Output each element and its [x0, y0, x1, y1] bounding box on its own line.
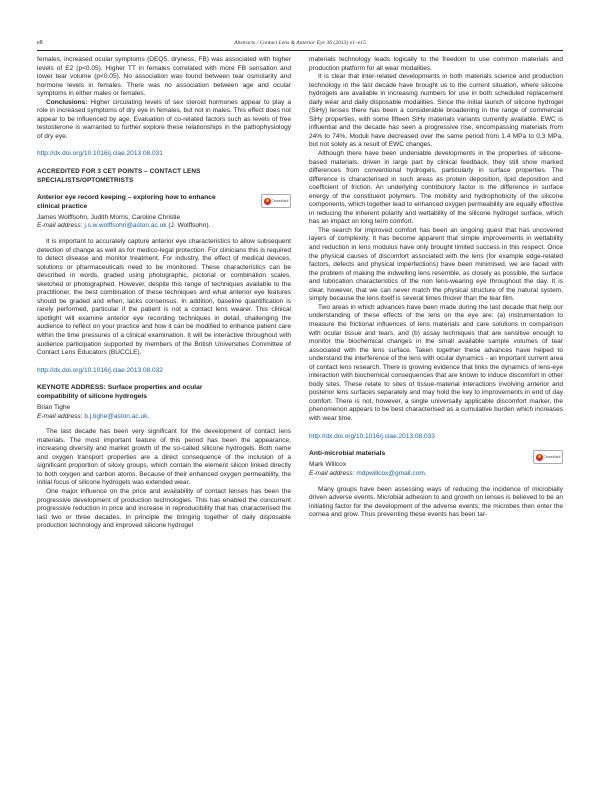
- article-email: [309, 470, 563, 479]
- email-link[interactable]: j.s.w.wolffsohn@aston.ac.uk: [84, 222, 167, 230]
- article-header-keynote: [37, 384, 291, 401]
- article-title: Anterior eye record keeping – exploring how to enhance clinical practice: [37, 194, 216, 210]
- article-email: [37, 222, 291, 231]
- body-paragraph: Two areas in which advances have been made during the last decade that help our understanding of these effects of the lens on the eye are: (a) instrumentation to measure the frictional influences of lens materials and care solutions in comparison with ocular tissue and tears, and (b) assay techniques that are sensitive enough to monitor the biochemical changes in the small available sample volumes of tear associated with the lens surface. Taken together these advances have helped to understand the interference of the lens with ocular dynamics - an important current area of contact lens research. There is growing evidence that links the dynamics of lens-eye interaction with biochemical consequences that are known to induce discomfort in other body sites. These relate to sites of tissue-material interactions involving anterior and posterior lens surfaces separately and may hold the key to improvements in end of day comfort. There is not, however, a single universally applicable discomfort marker, the phenomenon appears to be best characterised as a cumulative burden which increases with wear time.: [309, 303, 564, 422]
- article-body: Many groups have been assessing ways of reducing the incidence of microbially driven adverse events. Microbial adhesion to and growth on lenses is believed to be an initiating factor for the development of the adverse events; the microbes then enter the cornea and grow. Thus preventing these events has been tar-: [309, 485, 563, 519]
- email-link[interactable]: mdpwillcox@gmail.com: [356, 470, 425, 478]
- article-body-paragraph: One major influence on the price and availability of contact lenses has been the progressive development of production technologies. This has enabled the concurrent progressive reduction in price and increase in reproducibility that has characterised the last two or three decades. In principle the bringing together of daily disposable production technology and improved silicone hydrogel: [37, 487, 291, 530]
- doi-link-032[interactable]: http://dx.doi.org/10.1016/j.clae.2013.08.032: [37, 366, 163, 374]
- body-paragraph: The search for improved comfort has been an ongoing quest that has uncovered layers of complexity. It has become apparent that simple improvements in wettability and reduction in lens modulus have only brought limited success in this respect. Once the physical causes of discomfort associated with the lens (for example edge-related factors, defects and physical imperfections) have been minimised, we are faced with the problem of making the indwelling lens resemble, as closely as possible, the surface and lubrication characteristics of the non lens-wearing eye throughout the day. It is clear, however, that we can never match the physical structure of the natural system, simply because the lens itself is several times thicker than the tear film.: [309, 226, 563, 303]
- page-header: [37, 39, 563, 50]
- results-paragraph: females, increased ocular symptoms (DEQ5, dryness, FB) was associated with higher levels of E2 (p<0.05). Higher TT in females correlated with more FB sensation and lower tear volume (p<0.05). No association was found between tear osmolarity and hormone levels in females. There was no association between age and ocular symptoms in either males or females.: [37, 56, 291, 98]
- article-authors: Mark Willcox: [309, 461, 347, 469]
- crossmark-badge[interactable]: [533, 450, 563, 464]
- right-column: [309, 56, 563, 520]
- article-authors: Brian Tighe: [37, 404, 71, 412]
- article-title: KEYNOTE ADDRESS: Surface properties and ocular compatibility of silicone hydrogels: [37, 384, 203, 400]
- body-paragraph: materials technology leads logically to the freedom to use common materials and production platform for all wear modalities.: [309, 56, 563, 72]
- crossmark-badge[interactable]: [261, 194, 291, 208]
- email-owner: (J. Wolffsohn).: [166, 222, 211, 230]
- doi-link-033[interactable]: http://dx.doi.org/10.1016/j.clae.2013.08.033: [309, 432, 435, 440]
- conclusions-text: Higher circulating levels of sex steroid hormones appear to play a role in increased symptoms of dry eye in females, but not in males. This effect does not appear to be influenced by age. Evaluation of co-related factors such as levels of free testosterone is warranted to further explore these relationships in the pathophysiology of dry eye.: [37, 98, 291, 140]
- crossmark-icon: [264, 198, 271, 205]
- email-owner: .: [424, 470, 427, 478]
- doi-link-031[interactable]: http://dx.doi.org/10.1016/j.clae.2013.08.031: [37, 150, 163, 158]
- conclusions-paragraph: [37, 99, 291, 142]
- page-number: e8: [37, 40, 43, 46]
- email-label: E-mail address:: [309, 470, 355, 478]
- article-authors: James Wolffsohn, Judith Morris, Caroline Christie: [37, 213, 181, 221]
- body-paragraph: It is clear that inter-related developments in both materials science and production technology in the last decade have brought us to the current situation, where silicone hydrogels are available in increasing numbers for use in both scheduled replacement daily wear and daily disposable modalities. Since the initial launch of silicone hydrogel (SiHy) lenses there has been a considerable broadening in the range of commercial SiHy properties, with some fifteen SiHy materials variants currently available. EWC is influential and the decade has seen a progressive rise, encompassing materials from 24% to 74%. Moduli have decreased over the same period from 1.4 MPa to 0.3 MPa, but not solely as a result of EWC changes.: [309, 73, 563, 149]
- crossmark-label: CrossMark: [543, 454, 561, 459]
- article-header-antimicrobial: [309, 450, 563, 458]
- article-body: It is important to accurately capture anterior eye characteristics to allow subsequent detection of change as well as for medico-legal protection. For clinicians this is required to detect disease and monitor treatment. For industry, the effect of medical devices, solutions or pharmaceuticals need to be monitored. These characteristics can be described in words, graded using photographic, pictorial or combination scales, sketched or photographed. However, despite this range of techniques available to the practitioner, the best combination of these techniques and what anterior eye features should be graded and when, lacks consensus. In addition, baseline quantification is rarely performed, particular if the patient is not a contact lens wearer. This clinical spotlight will examine anterior eye recording techniques in detail, challenging the audience to reflect on your practice and how it can be modified to enhance patient care within the time pressures of a clinical examination. It will be interactive throughout with audience participation supported by members of the British Universities Committee of Contact Lens Educators (BUCCLE).: [37, 238, 291, 357]
- article-email: [37, 413, 291, 422]
- left-column: [37, 56, 291, 531]
- section-heading-accredited: ACCREDITED FOR 3 CET POINTS – CONTACT LENS SPECIALISTS/OPTOMETRISTS: [37, 168, 201, 184]
- journal-running-title: Abstracts / Contact Lens & Anterior Eye 36 (2013) e1–e15: [234, 40, 366, 46]
- email-owner: .: [147, 412, 150, 420]
- crossmark-label: CrossMark: [271, 198, 289, 203]
- body-paragraph: Although there have been undeniable developments in the properties of silicone-based materials, driven in large part by clinical feedback, they still show marked differences from conventional hydrogels, particularly in surface properties. The difference is characterised in such areas as protein deposition, lipid deposition and coefficient of friction. An underlying contributory factor is the difference in surface energy of the constituent polymers. The mobility and hydrophobicity of the silicone components, which together lead to enhanced oxygen permeability are equally effective in reducing the inherent polarity and wettability of the silicone hydrogel surface, which has an impact on long term comfort.: [309, 150, 563, 226]
- article-title: Anti-microbial materials: [309, 450, 386, 458]
- conclusions-label: Conclusions:: [46, 98, 88, 106]
- email-label: E-mail address:: [37, 222, 83, 230]
- email-link[interactable]: b.j.tighe@aston.ac.uk: [84, 412, 148, 420]
- header-rule: [37, 50, 563, 51]
- crossmark-icon: [536, 454, 543, 461]
- email-label: E-mail address:: [37, 412, 83, 420]
- article-header-record-keeping: [37, 194, 291, 211]
- article-body-paragraph: The last decade has been very significant for the development of contact lens materials. The most important feature of this period has been the appearance, increasing diversity and market growth of the so-called silicone hydrogels. Both name and oxygen transport properties are a direct consequence of the inclusion of a significant proportion of siloxy groups, which contain the element silicon linked directly to both oxygen and carbon atoms. Because of their enhanced oxygen permeability, the initial focus of silicone hydrogels was extended wear.: [37, 428, 291, 487]
